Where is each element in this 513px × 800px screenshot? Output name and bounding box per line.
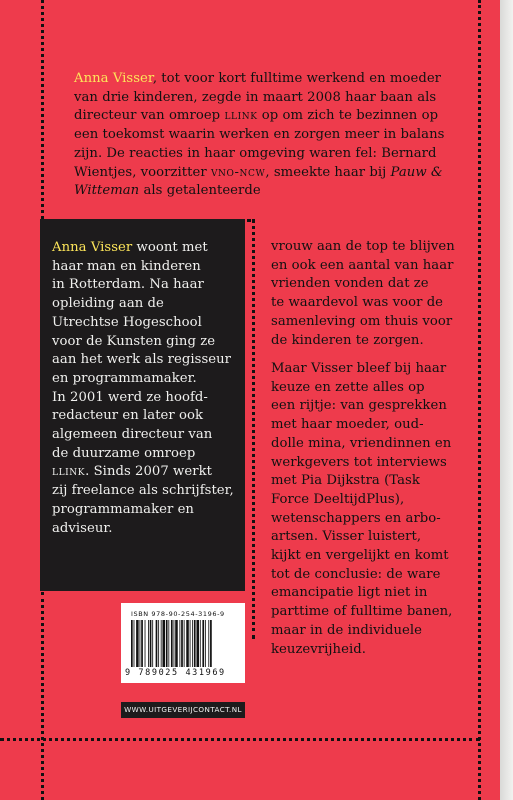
author-name-bio: Anna Visser — [52, 240, 133, 255]
isbn-label: ISBN 978-90-254-3196-9 — [131, 610, 225, 618]
author-name-main: Anna Visser — [74, 71, 153, 86]
main-text-paragraph-2: Maar Visser bleef bij haar keuze en zette alles op een rijtje: van gesprekken met haar moeder, oud- dolle mina, vriendinnen en werkgevers tot interviews met Pia Dijkstra (Task Force DeeltijdPlus), wetenschappers en arbo- artsen. Visser luistert, kijkt en vergelijkt en komt tot de conclusie: de ware emancipatie ligt niet in parttime of fulltime banen, maar in de individuele keuzevrijheid. — [271, 361, 453, 657]
dotted-line-bottom — [0, 738, 480, 741]
tv-show-title-cont: Witteman — [74, 183, 140, 199]
main-text-upper: Anna Visser, tot voor kort fulltime werkend en moeder van drie kinderen, zegde in maart 2008 haar baan als directeur van omroep llink op om zich te bezinnen op een toekomst waarin werken en zorgen meer in balans zijn. De reacties in haar omgeving waren fel: Bernard Wientjes, voorzitter vno-ncw, smeekte haar bij Pauw & Witteman als getalenteerde — [74, 71, 445, 199]
llink-name: llink — [224, 108, 258, 124]
tv-show-title: Pauw & — [390, 164, 443, 180]
author-bio-box — [40, 219, 245, 591]
author-bio-text: Anna Visser woont met haar man en kinderen in Rotterdam. Na haar opleiding aan de Utrechtse Hogeschool voor de Kunsten ging ze aan het werk als regisseur en programmamaker. In 2001 werd ze hoofd- redacteur en later ook algemeen directeur van de duurzame omroep llink. Sinds 2007 werkt zij freelance als schrijfster, programmamaker en adviseur. — [52, 240, 234, 536]
dotted-line-right-edge — [478, 0, 481, 800]
barcode-bars — [131, 620, 237, 667]
dotted-line-left-box — [41, 0, 44, 219]
publisher-url: WWW.UITGEVERIJCONTACT.NL — [121, 702, 245, 718]
dotted-line-lower-left — [41, 592, 44, 800]
barcode-panel — [121, 603, 245, 683]
vno-ncw-name: vno-ncw — [210, 164, 266, 180]
dotted-line-center — [252, 219, 255, 639]
book-page-edge — [500, 0, 513, 800]
main-text-right: vrouw aan de top te blijven en ook een aantal van haar vrienden vonden dat ze te waardevol was voor de samenleving om thuis voor de kinderen te zorgen. — [271, 239, 455, 348]
barcode-digits: 9 789025 431969 — [125, 668, 226, 678]
llink-name-bio: llink — [52, 464, 86, 480]
